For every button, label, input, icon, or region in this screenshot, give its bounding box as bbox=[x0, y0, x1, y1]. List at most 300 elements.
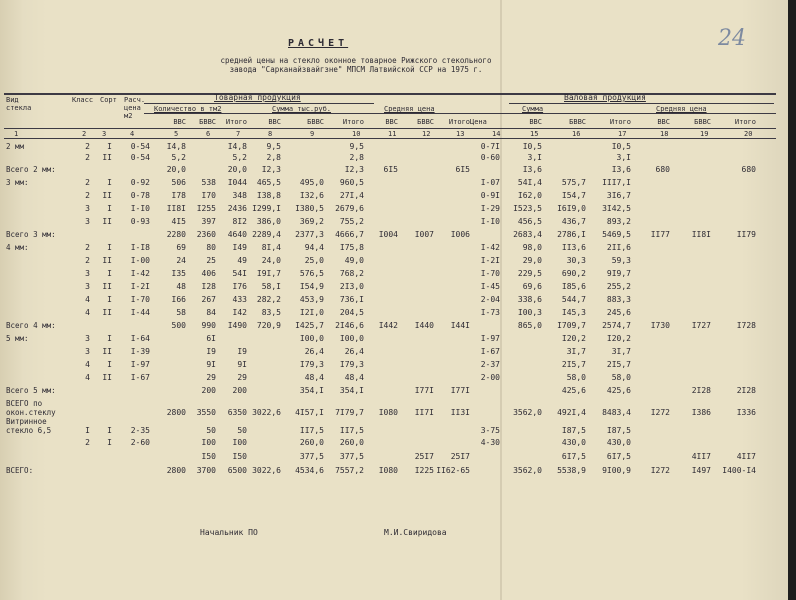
cell-p2: II8I bbox=[691, 230, 711, 239]
cell-v1: I523,5 bbox=[513, 204, 542, 213]
cell-sort: I bbox=[107, 204, 112, 213]
cell-rc: I-67 bbox=[130, 373, 150, 382]
cell-v3: I3,6 bbox=[611, 165, 631, 174]
cell-v3: 59,3 bbox=[611, 256, 631, 265]
cell-c3: I44I bbox=[450, 321, 470, 330]
cell-k1: I35 bbox=[171, 269, 186, 278]
cell-s3: 2679,6 bbox=[335, 204, 364, 213]
cell-k2: I00 bbox=[201, 438, 216, 447]
cell-v2: 58,0 bbox=[566, 373, 586, 382]
cell-klass: 2 bbox=[85, 243, 90, 252]
cell-k2: 80 bbox=[206, 243, 216, 252]
cell-v3: 2I5,7 bbox=[606, 360, 631, 369]
cell-v1: 229,5 bbox=[517, 269, 542, 278]
cell-cena: 0-7I bbox=[480, 142, 500, 151]
cell-k3: 54I bbox=[232, 269, 247, 278]
cell-c3: 6I5 bbox=[455, 165, 470, 174]
cell-p3: I336 bbox=[736, 408, 756, 417]
cell-k2: 9I bbox=[206, 360, 216, 369]
cell-v2: 425,6 bbox=[561, 386, 586, 395]
cell-k3: I00 bbox=[232, 438, 247, 447]
cell-cena: I-67 bbox=[480, 347, 500, 356]
cell-v3: 883,3 bbox=[606, 295, 631, 304]
cell-s2: 4534,6 bbox=[295, 466, 324, 475]
cell-s3: 960,5 bbox=[339, 178, 364, 187]
cell-k1: 24 bbox=[176, 256, 186, 265]
header-rule bbox=[144, 103, 374, 104]
cell-klass: 2 bbox=[85, 178, 90, 187]
cell-p3: I400-I4 bbox=[722, 466, 756, 475]
page-fold bbox=[500, 0, 502, 600]
row-label: 5 мм: bbox=[6, 334, 29, 343]
cell-c2: I007 bbox=[414, 230, 434, 239]
cell-v2: 6I7,5 bbox=[561, 452, 586, 461]
cell-v1: 98,0 bbox=[522, 243, 542, 252]
cell-k3: I49 bbox=[232, 243, 247, 252]
cell-c3: 25I7 bbox=[450, 452, 470, 461]
cell-s1: I299,I bbox=[252, 204, 281, 213]
cell-v2: I85,6 bbox=[561, 282, 586, 291]
col-label: Вид стекла bbox=[6, 96, 32, 112]
cell-v1: I0,5 bbox=[522, 142, 542, 151]
cell-s3: 7I79,7 bbox=[335, 408, 364, 417]
cell-s1: I9I,7 bbox=[256, 269, 281, 278]
cell-s2: I32,6 bbox=[299, 191, 324, 200]
cell-v3: 2574,7 bbox=[602, 321, 631, 330]
cell-s1: I2,3 bbox=[261, 165, 281, 174]
row-label: Всего 4 мм: bbox=[6, 321, 56, 330]
cell-v2: 3I,7 bbox=[566, 347, 586, 356]
cell-s1: 8I,4 bbox=[261, 243, 281, 252]
cell-c2: I77I bbox=[414, 386, 434, 395]
cell-k3: 49 bbox=[237, 256, 247, 265]
cell-s3: 736,I bbox=[339, 295, 364, 304]
cell-rc: 2-60 bbox=[130, 438, 150, 447]
cell-sort: I bbox=[107, 295, 112, 304]
cell-v3: 6I7,5 bbox=[606, 452, 631, 461]
cell-cena: I-73 bbox=[480, 308, 500, 317]
cell-v1: 54I,4 bbox=[517, 178, 542, 187]
cell-k2: 2360 bbox=[196, 230, 216, 239]
cell-k2: 3700 bbox=[196, 466, 216, 475]
column-number: 7 bbox=[236, 130, 241, 138]
group-summa2: Сумма bbox=[522, 105, 544, 113]
cell-k3: 2436 bbox=[227, 204, 247, 213]
cell-s1: 720,9 bbox=[256, 321, 281, 330]
cell-k1: 2800 bbox=[166, 408, 186, 417]
cell-p3: 4II7 bbox=[736, 452, 756, 461]
cell-klass: 3 bbox=[85, 269, 90, 278]
cell-k2: 990 bbox=[201, 321, 216, 330]
cell-v1: 69,6 bbox=[522, 282, 542, 291]
column-number: 3 bbox=[102, 130, 107, 138]
cell-cena: I-97 bbox=[480, 334, 500, 343]
group-summa: Сумма тыс.руб. bbox=[272, 105, 332, 113]
sub-header-itogo: Итого bbox=[609, 118, 631, 126]
cell-c3: I006 bbox=[450, 230, 470, 239]
cell-v2: 430,0 bbox=[561, 438, 586, 447]
cell-k3: 6350 bbox=[227, 408, 247, 417]
cell-k3: I490 bbox=[227, 321, 247, 330]
header-rule bbox=[4, 128, 776, 129]
cell-sort: I bbox=[107, 142, 112, 151]
sub-header-bvvs: БВВС bbox=[307, 118, 324, 126]
column-number: 17 bbox=[618, 130, 627, 138]
cell-c2: II7I bbox=[414, 408, 434, 417]
cell-k3: I50 bbox=[232, 452, 247, 461]
cell-v2: I45,3 bbox=[561, 308, 586, 317]
row-label: Всего 5 мм: bbox=[6, 386, 56, 395]
cell-s2: 260,0 bbox=[299, 438, 324, 447]
cell-rc: I-I8 bbox=[130, 243, 150, 252]
cell-k2: 538 bbox=[201, 178, 216, 187]
cell-v1: 3,I bbox=[527, 153, 542, 162]
cell-sort: I bbox=[107, 360, 112, 369]
cell-s1: 386,0 bbox=[256, 217, 281, 226]
cell-k2: 406 bbox=[201, 269, 216, 278]
cell-p2: I386 bbox=[691, 408, 711, 417]
cell-s1: 3022,6 bbox=[252, 408, 281, 417]
sub-header-vvs: ВВС bbox=[385, 118, 398, 126]
cell-p1: I730 bbox=[650, 321, 670, 330]
subtitle-line: завода "Сарканайзвайгзне" МПСМ Латвийской ССР на 1975 г. bbox=[229, 65, 483, 74]
cell-s1: 83,5 bbox=[261, 308, 281, 317]
cell-s1: 24,0 bbox=[261, 256, 281, 265]
cell-klass: 2 bbox=[85, 256, 90, 265]
cell-rc: I-97 bbox=[130, 360, 150, 369]
cell-cena: 2-04 bbox=[480, 295, 500, 304]
cell-k2: 50 bbox=[206, 426, 216, 435]
sub-header-bvvs: БВВС bbox=[569, 118, 586, 126]
cell-v2: I87,5 bbox=[561, 426, 586, 435]
row-label: 4 мм: bbox=[6, 243, 29, 252]
cell-p1: I272 bbox=[650, 466, 670, 475]
cell-sort: II bbox=[102, 373, 112, 382]
cell-k2: 84 bbox=[206, 308, 216, 317]
group-srednyaya-cena2: Средняя цена bbox=[656, 105, 707, 113]
cell-rc: 0-93 bbox=[130, 217, 150, 226]
cell-s2: 94,4 bbox=[304, 243, 324, 252]
cell-p1: I272 bbox=[650, 408, 670, 417]
column-number: 19 bbox=[700, 130, 709, 138]
cell-k3: 29 bbox=[237, 373, 247, 382]
cell-v2: 690,2 bbox=[561, 269, 586, 278]
cell-klass: 4 bbox=[85, 308, 90, 317]
cell-rc: I-42 bbox=[130, 269, 150, 278]
group-tovarnaya: Товарная продукция bbox=[214, 93, 301, 102]
cell-cena: I-I0 bbox=[480, 217, 500, 226]
cell-s2: I2I,0 bbox=[299, 308, 324, 317]
cell-klass: 4 bbox=[85, 373, 90, 382]
cell-k2: I255 bbox=[196, 204, 216, 213]
cell-s1: 58,I bbox=[261, 282, 281, 291]
row-label: 3 мм: bbox=[6, 178, 29, 187]
cell-p1: II77 bbox=[650, 230, 670, 239]
cell-k2: I70 bbox=[201, 191, 216, 200]
cell-rc: 0-54 bbox=[130, 153, 150, 162]
cell-p3: 2I28 bbox=[736, 386, 756, 395]
cell-sort: I bbox=[107, 438, 112, 447]
cell-s2: 495,0 bbox=[299, 178, 324, 187]
cell-s2: 354,I bbox=[299, 386, 324, 395]
cell-v2: 436,7 bbox=[561, 217, 586, 226]
cell-k1: 2280 bbox=[166, 230, 186, 239]
cell-k3: 4640 bbox=[227, 230, 247, 239]
subtitle-line: средней цены на стекло оконное товарное Рижского стекольного bbox=[220, 56, 492, 65]
cell-rc: I-70 bbox=[130, 295, 150, 304]
col-cena: Цена bbox=[470, 118, 487, 126]
cell-p2: I497 bbox=[691, 466, 711, 475]
cell-rc: I-44 bbox=[130, 308, 150, 317]
cell-c1: I004 bbox=[378, 230, 398, 239]
cell-v2: I20,2 bbox=[561, 334, 586, 343]
sub-header-vvs: ВВС bbox=[268, 118, 281, 126]
cell-v3: 9I00,9 bbox=[602, 466, 631, 475]
cell-k2: I50 bbox=[201, 452, 216, 461]
cell-klass: 3 bbox=[85, 282, 90, 291]
cell-rc: I-00 bbox=[130, 256, 150, 265]
cell-s1: 282,2 bbox=[256, 295, 281, 304]
cell-v3: 8483,4 bbox=[602, 408, 631, 417]
scan-edge bbox=[788, 0, 796, 600]
row-label: Всего 3 мм: bbox=[6, 230, 56, 239]
sub-header-bvvs: БВВС bbox=[694, 118, 711, 126]
row-label: 2 мм bbox=[6, 142, 25, 151]
cell-v1: I00,3 bbox=[517, 308, 542, 317]
cell-rc: 0-92 bbox=[130, 178, 150, 187]
cell-k2: I9 bbox=[206, 347, 216, 356]
cell-rc: I-2I bbox=[130, 282, 150, 291]
cell-v2: II3,6 bbox=[561, 243, 586, 252]
cell-s3: I79,3 bbox=[339, 360, 364, 369]
cell-s2: I54,9 bbox=[299, 282, 324, 291]
cell-v3: I0,5 bbox=[611, 142, 631, 151]
cell-k1: 48 bbox=[176, 282, 186, 291]
cell-s3: 354,I bbox=[339, 386, 364, 395]
cell-rc: 0-78 bbox=[130, 191, 150, 200]
cell-rc: I-39 bbox=[130, 347, 150, 356]
cell-v3: 3I6,7 bbox=[606, 191, 631, 200]
cell-sort: II bbox=[102, 153, 112, 162]
cell-v3: 5469,5 bbox=[602, 230, 631, 239]
cell-s3: 260,0 bbox=[339, 438, 364, 447]
cell-klass: 2 bbox=[85, 153, 90, 162]
column-number: 2 bbox=[82, 130, 87, 138]
column-number: 13 bbox=[456, 130, 465, 138]
cell-c1: 6I5 bbox=[383, 165, 398, 174]
cell-s3: 768,2 bbox=[339, 269, 364, 278]
cell-k1: 2800 bbox=[166, 466, 186, 475]
cell-v2: 575,7 bbox=[561, 178, 586, 187]
cell-v2: I709,7 bbox=[557, 321, 586, 330]
sub-header-itogo: Итого bbox=[448, 118, 470, 126]
cell-v1: 456,5 bbox=[517, 217, 542, 226]
cell-sort: I bbox=[107, 269, 112, 278]
cell-k3: I044 bbox=[227, 178, 247, 187]
cell-sort: I bbox=[107, 334, 112, 343]
cell-v3: 3,I bbox=[616, 153, 631, 162]
cell-sort: II bbox=[102, 347, 112, 356]
sub-header-vvs: ВВС bbox=[529, 118, 542, 126]
cell-p3: 680 bbox=[741, 165, 756, 174]
cell-s3: 49,0 bbox=[344, 256, 364, 265]
cell-k2: 3550 bbox=[196, 408, 216, 417]
cell-s2: I79,3 bbox=[299, 360, 324, 369]
cell-s3: 2I46,6 bbox=[335, 321, 364, 330]
col-rasch-cena bbox=[124, 96, 145, 120]
cell-k2: 397 bbox=[201, 217, 216, 226]
cell-v3: 255,2 bbox=[606, 282, 631, 291]
cell-rc: I-I0 bbox=[130, 204, 150, 213]
cell-k3: 348 bbox=[232, 191, 247, 200]
cell-s2: I425,7 bbox=[295, 321, 324, 330]
cell-c3: I77I bbox=[450, 386, 470, 395]
cell-k2: 29 bbox=[206, 373, 216, 382]
cell-k3: I9 bbox=[237, 347, 247, 356]
cell-s1: 9,5 bbox=[266, 142, 281, 151]
cell-k2: 25 bbox=[206, 256, 216, 265]
cell-v2: I6I9,0 bbox=[557, 204, 586, 213]
col-label: Расч. цена м2 bbox=[124, 96, 146, 120]
cell-k1: 58 bbox=[176, 308, 186, 317]
cell-s2: 26,4 bbox=[304, 347, 324, 356]
cell-k3: 6500 bbox=[227, 466, 247, 475]
cell-v1: 338,6 bbox=[517, 295, 542, 304]
cell-v3: III7,I bbox=[602, 178, 631, 187]
cell-klass: 2 bbox=[85, 142, 90, 151]
cell-s3: 204,5 bbox=[339, 308, 364, 317]
cell-k1: I66 bbox=[171, 295, 186, 304]
cell-s3: 27I,4 bbox=[339, 191, 364, 200]
cell-cena: 0-60 bbox=[480, 153, 500, 162]
cell-sort: I bbox=[107, 243, 112, 252]
document-subtitle bbox=[196, 56, 516, 74]
cell-c2: 25I7 bbox=[414, 452, 434, 461]
cell-c3: II62-65 bbox=[436, 466, 470, 475]
cell-k1: 69 bbox=[176, 243, 186, 252]
cell-k2: 6I bbox=[206, 334, 216, 343]
cell-v1: 29,0 bbox=[522, 256, 542, 265]
cell-cena: 2-00 bbox=[480, 373, 500, 382]
cell-s3: 377,5 bbox=[339, 452, 364, 461]
cell-s3: 2,8 bbox=[349, 153, 364, 162]
cell-s2: 377,5 bbox=[299, 452, 324, 461]
column-number: 16 bbox=[572, 130, 581, 138]
cell-s2: II7,5 bbox=[299, 426, 324, 435]
cell-sort: II bbox=[102, 256, 112, 265]
page-number: 24 bbox=[718, 26, 746, 51]
row-label: ВСЕГО по окон.стеклу bbox=[6, 399, 56, 417]
col-sort: Сорт bbox=[100, 96, 117, 104]
cell-s1: 465,5 bbox=[256, 178, 281, 187]
cell-k3: 200 bbox=[232, 386, 247, 395]
column-number: 14 bbox=[492, 130, 501, 138]
cell-s1: 2289,4 bbox=[252, 230, 281, 239]
signature-name: М.И.Свиридова bbox=[384, 528, 447, 537]
cell-v3: 425,6 bbox=[606, 386, 631, 395]
cell-v3: 245,6 bbox=[606, 308, 631, 317]
cell-k3: I4,8 bbox=[227, 142, 247, 151]
group-srednyaya-cena: Средняя цена bbox=[384, 105, 435, 113]
cell-klass: 4 bbox=[85, 360, 90, 369]
cell-v1: 3562,0 bbox=[513, 466, 542, 475]
cell-cena: I-07 bbox=[480, 178, 500, 187]
cell-v3: 58,0 bbox=[611, 373, 631, 382]
cell-c2: I225 bbox=[414, 466, 434, 475]
cell-v2: I54,7 bbox=[561, 191, 586, 200]
cell-v2: 30,3 bbox=[566, 256, 586, 265]
cell-s3: 2I3,0 bbox=[339, 282, 364, 291]
col-klass: Класс bbox=[72, 96, 94, 104]
cell-cena: I-2I bbox=[480, 256, 500, 265]
cell-p3: II79 bbox=[736, 230, 756, 239]
cell-k1: 506 bbox=[171, 178, 186, 187]
signature-role: Начальник ПО bbox=[200, 528, 258, 537]
cell-cena: 0-9I bbox=[480, 191, 500, 200]
cell-s1: 2,8 bbox=[266, 153, 281, 162]
column-number: 1 bbox=[14, 130, 19, 138]
header-bottom-rule bbox=[4, 138, 776, 139]
cell-s2: 453,9 bbox=[299, 295, 324, 304]
cell-v3: 3I,7 bbox=[611, 347, 631, 356]
cell-k1: 5,2 bbox=[171, 153, 186, 162]
cell-sort: I bbox=[107, 178, 112, 187]
cell-k2: 200 bbox=[201, 386, 216, 395]
cell-p2: 4II7 bbox=[691, 452, 711, 461]
cell-s2: I00,0 bbox=[299, 334, 324, 343]
column-number: 6 bbox=[206, 130, 211, 138]
cell-s2: 576,5 bbox=[299, 269, 324, 278]
cell-v1: 865,0 bbox=[517, 321, 542, 330]
cell-k1: 500 bbox=[171, 321, 186, 330]
column-number: 18 bbox=[660, 130, 669, 138]
cell-v2: 544,7 bbox=[561, 295, 586, 304]
cell-s3: 7557,2 bbox=[335, 466, 364, 475]
cell-c1: I442 bbox=[378, 321, 398, 330]
cell-s2: 25,0 bbox=[304, 256, 324, 265]
header-rule bbox=[144, 113, 776, 114]
column-number: 8 bbox=[268, 130, 273, 138]
cell-sort: II bbox=[102, 308, 112, 317]
cell-s3: I75,8 bbox=[339, 243, 364, 252]
cell-sort: II bbox=[102, 282, 112, 291]
cell-k1: I4,8 bbox=[166, 142, 186, 151]
cell-sort: II bbox=[102, 191, 112, 200]
cell-klass: 4 bbox=[85, 295, 90, 304]
cell-v2: 2I5,7 bbox=[561, 360, 586, 369]
cell-s2: 2377,3 bbox=[295, 230, 324, 239]
cell-c1: I080 bbox=[378, 466, 398, 475]
cell-klass: 3 bbox=[85, 347, 90, 356]
cell-v3: 893,2 bbox=[606, 217, 631, 226]
cell-s3: 48,4 bbox=[344, 373, 364, 382]
cell-v2: 2786,I bbox=[557, 230, 586, 239]
column-number: 9 bbox=[310, 130, 315, 138]
cell-klass: 2 bbox=[85, 191, 90, 200]
column-number: 15 bbox=[530, 130, 539, 138]
cell-klass: I bbox=[85, 426, 90, 435]
group-valovaya: Валовая продукция bbox=[564, 93, 646, 102]
sub-header-vvs: ВВС bbox=[173, 118, 186, 126]
cell-v3: I20,2 bbox=[606, 334, 631, 343]
cell-k1: 4I5 bbox=[171, 217, 186, 226]
cell-k1: II8I bbox=[166, 204, 186, 213]
cell-rc: 0-54 bbox=[130, 142, 150, 151]
cell-k3: I76 bbox=[232, 282, 247, 291]
cell-s3: I2,3 bbox=[344, 165, 364, 174]
cell-s2: 369,2 bbox=[299, 217, 324, 226]
cell-cena: I-70 bbox=[480, 269, 500, 278]
